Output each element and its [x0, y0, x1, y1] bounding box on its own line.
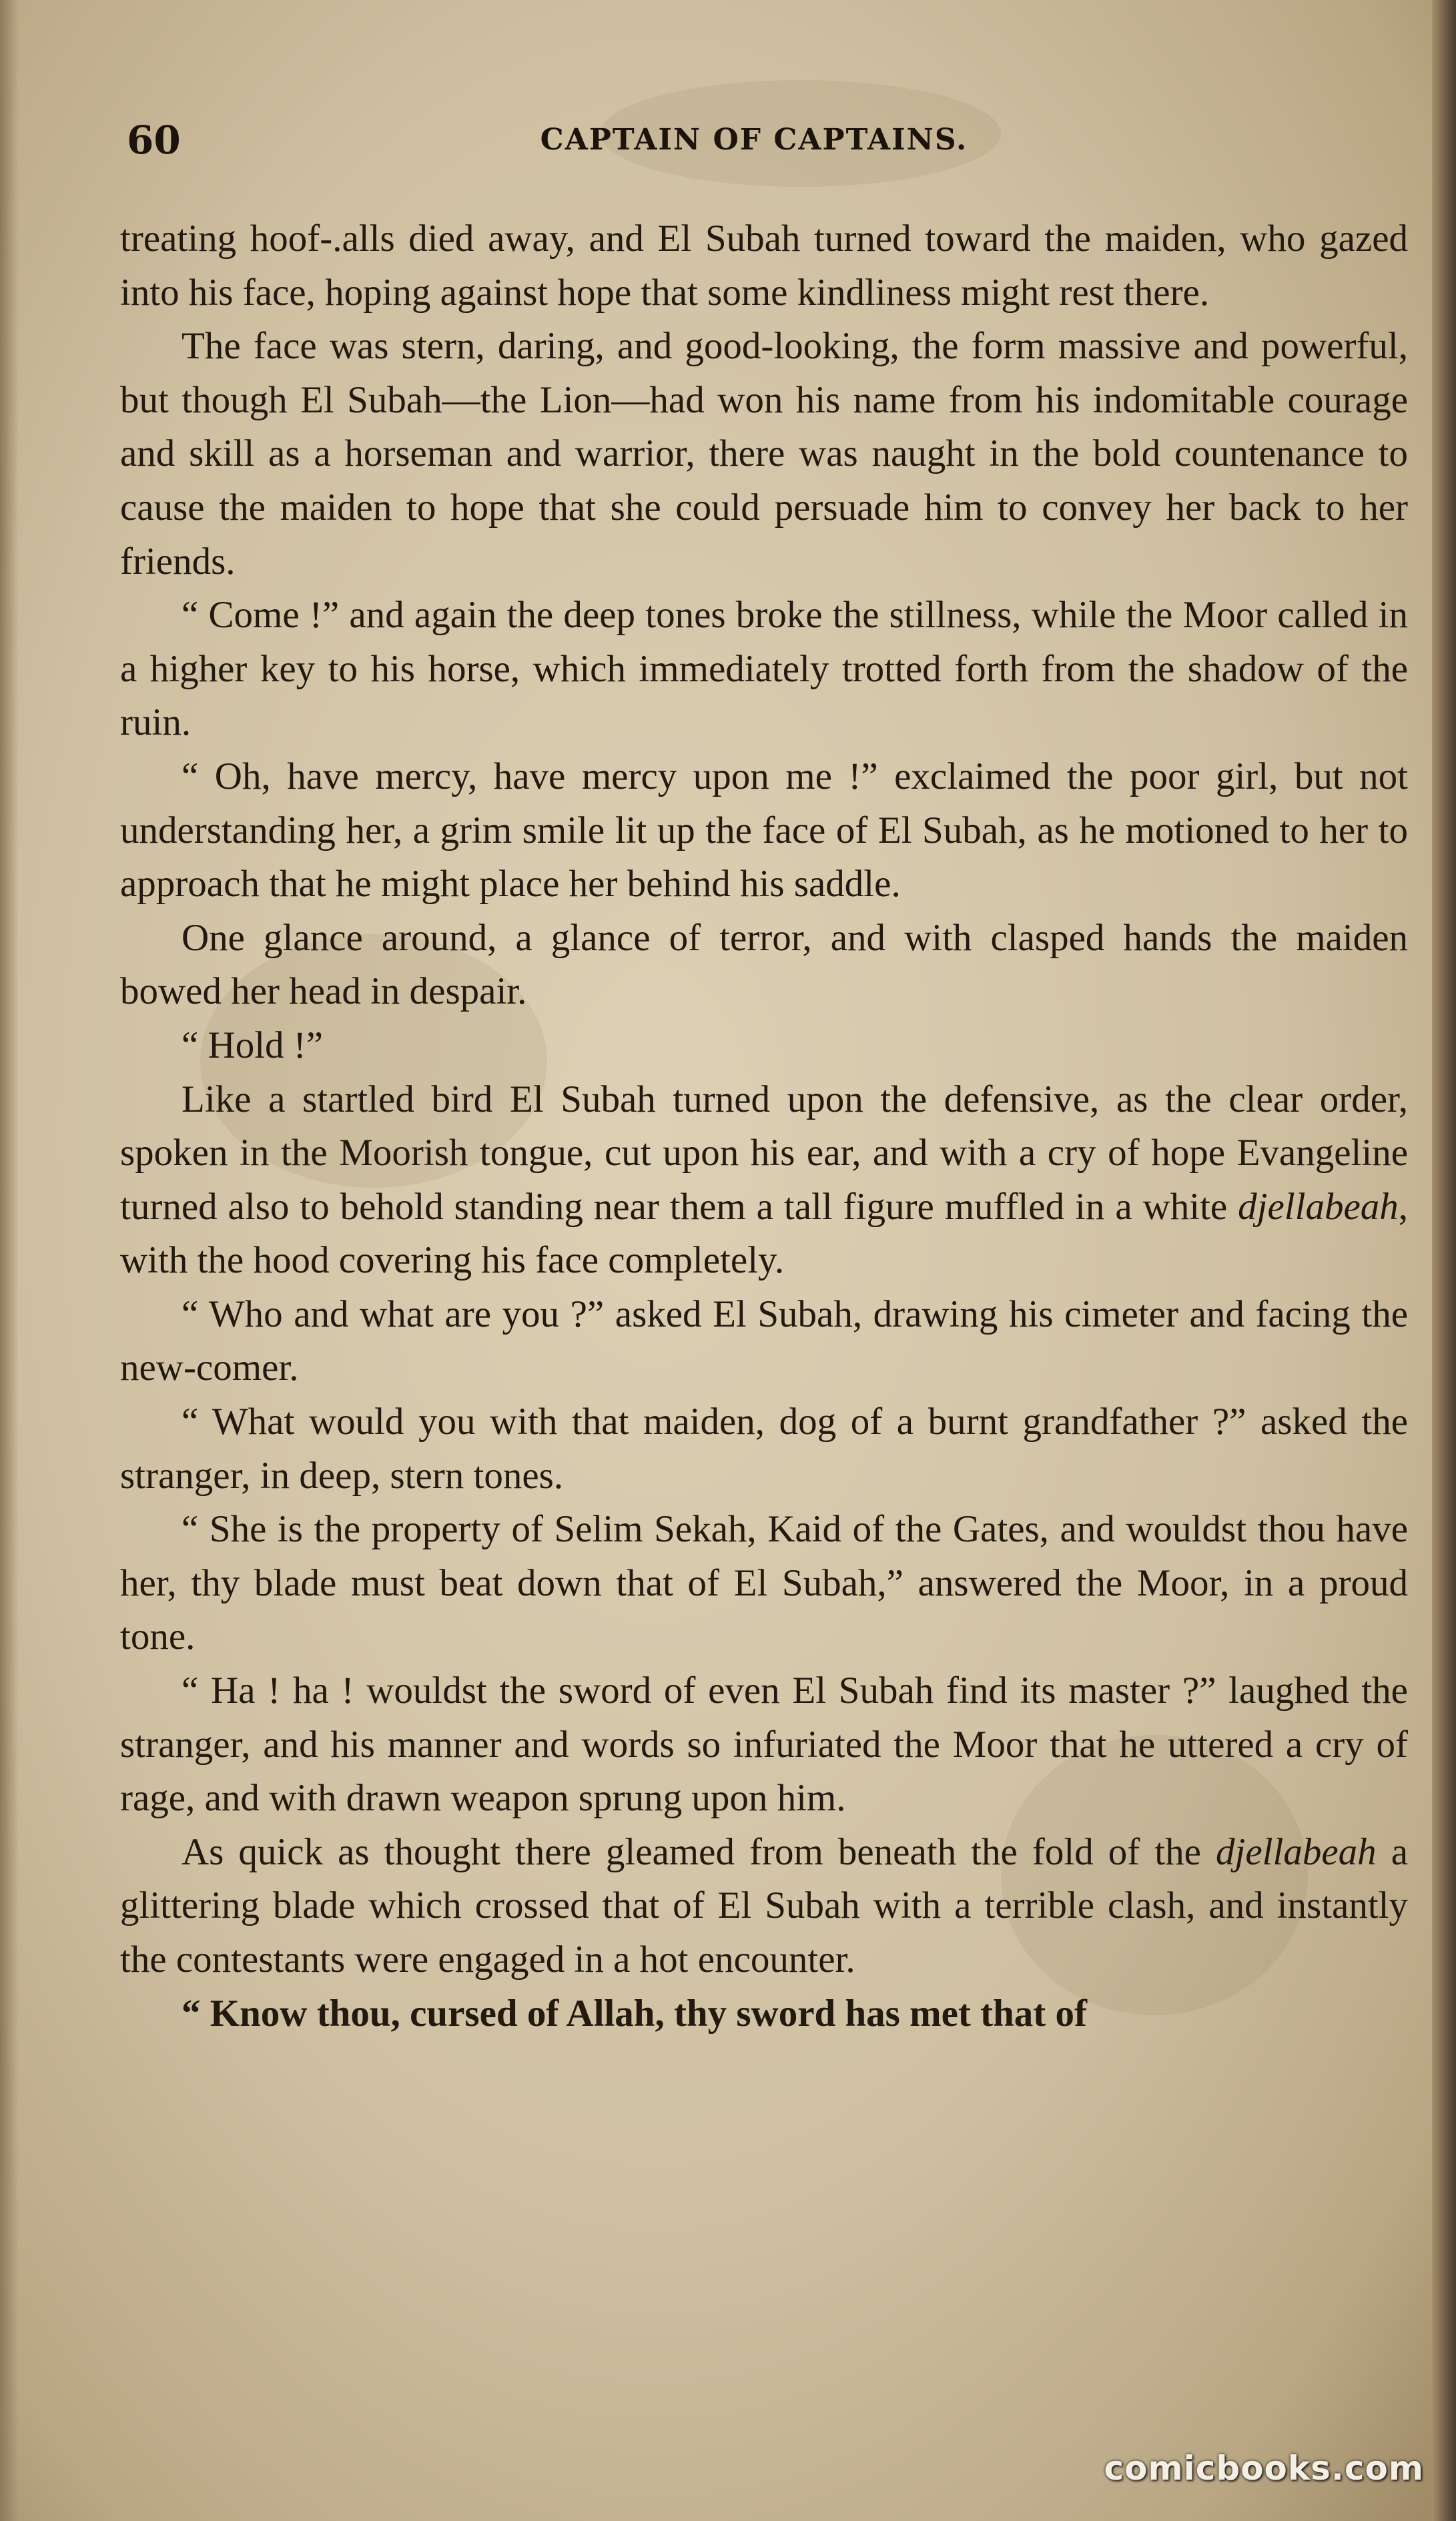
page-header — [127, 117, 1381, 171]
paragraph — [120, 320, 1408, 589]
paragraph — [120, 1073, 1408, 1288]
text-run: a glittering blade which crossed that of El Subah with a terrible clash, and instantly the contestants were engaged in a hot encounter. — [120, 1830, 1408, 1980]
italic-word: djellabeah — [1216, 1830, 1377, 1873]
running-head: CAPTAIN OF CAPTAINS. — [540, 123, 968, 157]
body-text — [120, 212, 1408, 2041]
text-run: As quick as thought there gleamed from beneath the fold of the — [181, 1830, 1216, 1873]
paragraph — [120, 1826, 1408, 1987]
page-edge-left — [0, 0, 19, 2521]
paragraph — [120, 1288, 1408, 1395]
paragraph — [120, 1019, 1408, 1073]
text-run: “ Hold !” — [181, 1024, 324, 1066]
text-run: , with the hood covering his face completely. — [120, 1185, 1408, 1282]
paragraph — [120, 212, 1408, 320]
paragraph — [120, 912, 1408, 1019]
text-run: “ Who and what are you ?” asked El Subah, drawing his cimeter and facing the new-comer. — [120, 1293, 1408, 1389]
text-run: One glance around, a glance of terror, and with clasped hands the maiden bowed her head in despair. — [120, 916, 1408, 1013]
text-run: “ Come !” and again the deep tones broke the stillness, while the Moor called in a higher key to his horse, which immediately trotted forth from the shadow of the ruin. — [120, 594, 1408, 744]
text-run: “ Oh, have mercy, have mercy upon me !” exclaimed the poor girl, but not understanding her, a grim smile lit up the face of El Subah, as he motioned to her to approach that he might place her behind his saddle. — [120, 755, 1408, 906]
page-edge-right — [1432, 0, 1456, 2521]
watermark: comicbooks.com — [1104, 2449, 1424, 2488]
text-run: Like a startled bird El Subah turned upon the defensive, as the clear order, spoken in the Moorish tongue, cut upon his ear, and with a cry of hope Evangeline turned also to behold standing near them a tall figure muffled in a white — [120, 1078, 1408, 1228]
paragraph — [120, 589, 1408, 750]
text-run: The face was stern, daring, and good-looking, the form massive and powerful, but though El Subah—the Lion—had won his name from his indomitable courage and skill as a horseman and warrior, there was naught in the bold countenance to cause the maiden to hope that she could persuade him to convey her back to her friends. — [120, 325, 1408, 583]
paragraph — [120, 1987, 1408, 2041]
paragraph — [120, 1503, 1408, 1664]
text-run: “ She is the property of Selim Sekah, Kaid of the Gates, and wouldst thou have her, thy blade must beat down that of El Subah,” answered the Moor, in a proud tone. — [120, 1508, 1408, 1658]
paragraph — [120, 1664, 1408, 1826]
text-run: “ Ha ! ha ! wouldst the sword of even El Subah find its master ?” laughed the stranger, and his manner and words so infuriated the Moor that he uttered a cry of rage, and with drawn weapon sprung upon him. — [120, 1670, 1408, 1820]
italic-word: djellabeah — [1238, 1185, 1399, 1228]
text-run: “ Know thou, cursed of Allah, thy sword has met that of — [181, 1992, 1088, 2035]
text-run: treating hoof-.alls died away, and El Subah turned toward the maiden, who gazed into his face, hoping against hope that some kindliness might rest there. — [120, 218, 1408, 314]
paragraph — [120, 750, 1408, 912]
paragraph — [120, 1395, 1408, 1503]
page-number: 60 — [127, 117, 181, 163]
text-run: “ What would you with that maiden, dog of a burnt grandfather ?” asked the stranger, in deep, stern tones. — [120, 1401, 1408, 1497]
